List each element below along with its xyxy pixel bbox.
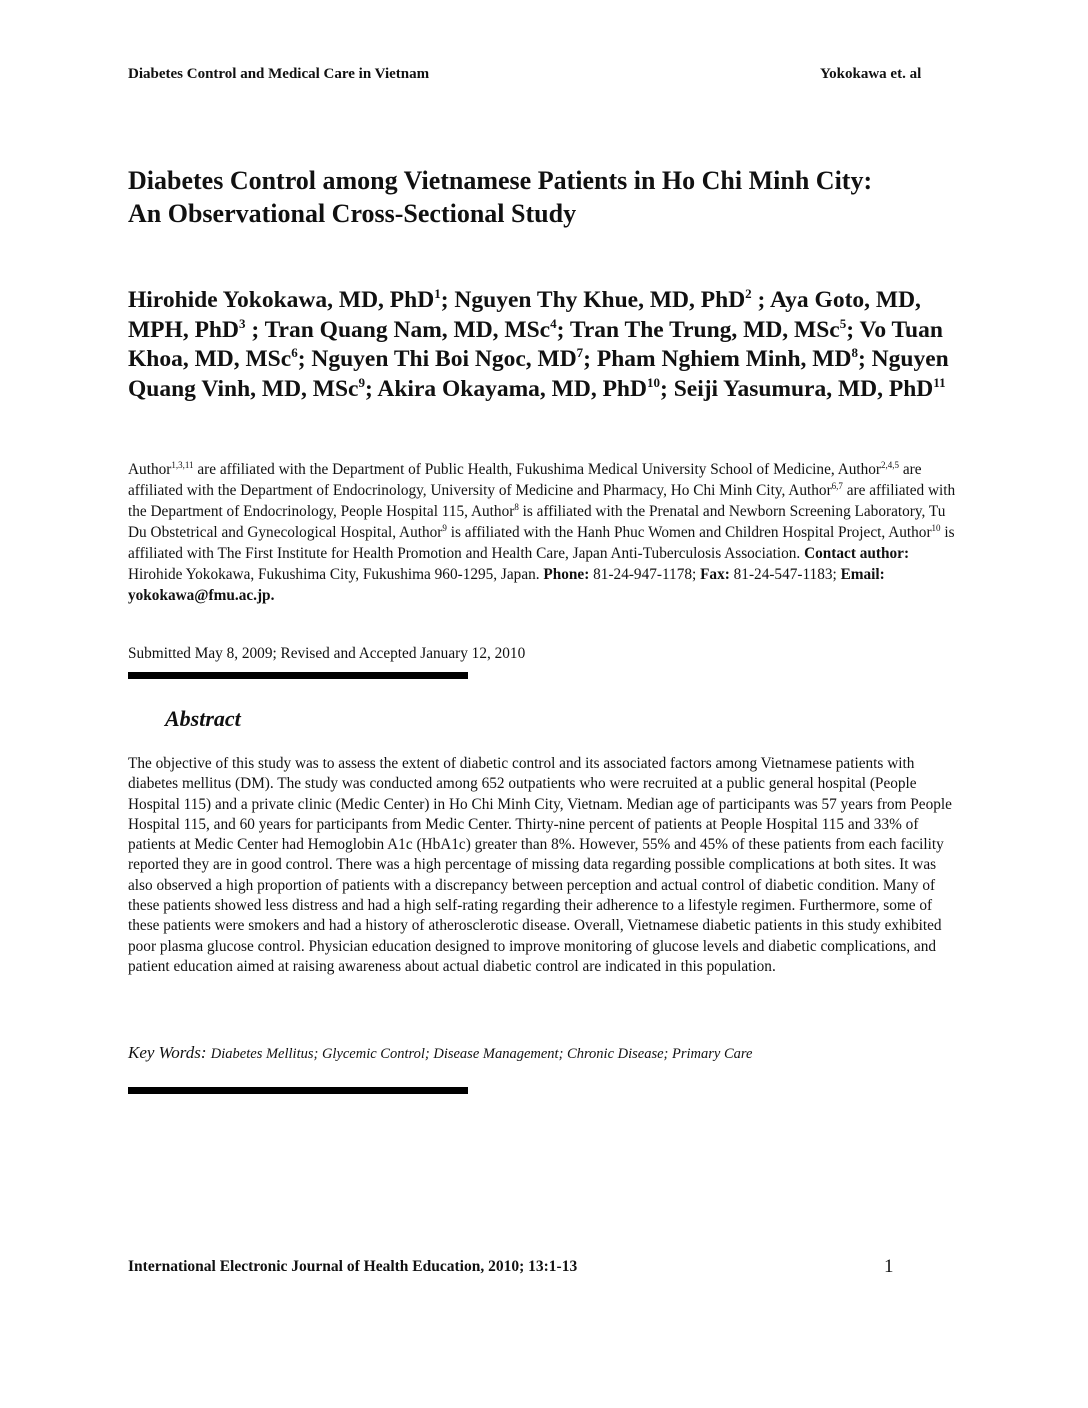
author-affiliation-sup: 3 xyxy=(238,315,246,331)
author-separator: ; xyxy=(440,287,455,313)
author-name: Aya Goto, MD, MPH, PhD xyxy=(128,287,921,343)
title-line-1: Diabetes Control among Vietnamese Patients in Ho Chi Minh City: xyxy=(128,166,873,195)
phone-label: Phone: xyxy=(543,566,590,583)
author-separator: ; xyxy=(364,375,378,402)
author-separator: ; xyxy=(297,346,312,372)
author-separator: ; xyxy=(556,316,570,343)
email-address: yokokawa@fmu.ac.jp. xyxy=(128,587,275,604)
author-affiliation-sup: 11 xyxy=(933,374,946,390)
author-separator: ; xyxy=(857,346,872,372)
affil-author-word: Author xyxy=(837,461,882,478)
author-list xyxy=(128,286,973,404)
affiliations xyxy=(128,459,958,606)
author-separator: ; xyxy=(846,316,860,343)
affil-sup: 8 xyxy=(514,501,519,512)
affil-author-word: Author xyxy=(470,503,515,520)
author-affiliation-sup: 7 xyxy=(576,345,584,361)
affil-author-word: Author xyxy=(128,461,172,478)
fax-label: Fax: xyxy=(700,566,730,583)
author-affiliation-sup: 10 xyxy=(646,374,660,390)
author-name: Pham Nghiem Minh, MD xyxy=(596,346,852,372)
author-affiliation-sup: 1 xyxy=(434,286,441,302)
author-affiliation-sup: 2 xyxy=(745,286,752,302)
affil-sup: 1,3,11 xyxy=(171,459,194,470)
author-separator: ; xyxy=(659,375,674,402)
divider-rule xyxy=(128,672,468,679)
submission-dates: Submitted May 8, 2009; Revised and Accepted January 12, 2010 xyxy=(128,645,526,662)
phone-number: 81-24-947-1178; xyxy=(589,566,701,583)
footer-journal-citation: International Electronic Journal of Health Education, 2010; 13:1-13 xyxy=(128,1258,578,1275)
divider-rule xyxy=(128,1087,468,1094)
keywords xyxy=(128,1043,752,1063)
running-header-authors: Yokokawa et. al xyxy=(820,66,922,82)
running-header-title: Diabetes Control and Medical Care in Vietnam xyxy=(128,66,430,82)
page-number: 1 xyxy=(884,1256,894,1277)
author-name: Seiji Yasumura, MD, PhD xyxy=(673,375,934,402)
affil-sup: 2,4,5 xyxy=(881,459,900,470)
author-name: Nguyen Thy Khue, MD, PhD xyxy=(454,287,746,313)
author-affiliation-sup: 4 xyxy=(550,315,557,331)
author-name: Nguyen Quang Vinh, MD, MSc xyxy=(128,346,949,402)
affil-sup: 10 xyxy=(931,522,941,533)
affil-text: is affiliated with the Hanh Phuc Women and Children Hospital Project, xyxy=(446,524,889,541)
title-line-2: An Observational Cross-Sectional Study xyxy=(128,199,577,228)
affil-text: are affiliated with the Department of Public Health, Fukushima Medical University School of Medicine, xyxy=(193,461,838,478)
author-affiliation-sup: 6 xyxy=(291,345,298,361)
contact-address: Hirohide Yokokawa, Fukushima City, Fukushima 960-1295, Japan. xyxy=(128,566,544,583)
email-label: Email: xyxy=(840,566,885,583)
author-separator: ; xyxy=(245,316,265,343)
contact-label: Contact author: xyxy=(804,545,910,562)
author-affiliation-sup: 9 xyxy=(358,374,365,390)
affil-text: are affiliated with the Department of Endocrinology, University of Medicine and Pharmacy, Ho Chi Minh City, xyxy=(128,461,922,499)
affil-text: is affiliated with the Prenatal and Newborn Screening Laboratory, Tu Du Obstetrical and Gynecological Hospital, xyxy=(128,503,946,541)
author-name: Akira Okayama, MD, PhD xyxy=(377,375,647,402)
author-name: Vo Tuan Khoa, MD, MSc xyxy=(128,316,943,372)
author-name: Nguyen Thi Boi Ngoc, MD xyxy=(311,346,577,372)
affil-author-word: Author xyxy=(888,524,932,541)
affil-sup: 6,7 xyxy=(831,480,843,491)
keywords-label: Key Words: xyxy=(128,1043,207,1062)
paper-title xyxy=(128,164,988,230)
affil-author-word: Author xyxy=(399,524,443,541)
author-separator: ; xyxy=(751,287,770,313)
keywords-list: Diabetes Mellitus; Glycemic Control; Disease Management; Chronic Disease; Primary Care xyxy=(210,1046,753,1062)
author-name: Hirohide Yokokawa, MD, PhD xyxy=(128,287,435,313)
author-affiliation-sup: 5 xyxy=(839,315,847,331)
affil-text: is affiliated with The First Institute for Health Promotion and Health Care, Japan Anti-Tuberculosis Association. xyxy=(128,524,955,562)
author-name: Tran Quang Nam, MD, MSc xyxy=(264,316,551,343)
author-name: Tran The Trung, MD, MSc xyxy=(569,316,840,343)
affil-sup: 9 xyxy=(442,522,447,533)
fax-number: 81-24-547-1183; xyxy=(729,566,841,583)
affil-author-word: Author xyxy=(788,482,832,499)
abstract-heading: Abstract xyxy=(165,706,241,731)
author-separator: ; xyxy=(583,346,597,372)
author-affiliation-sup: 8 xyxy=(851,345,858,361)
abstract-body: The objective of this study was to assess the extent of diabetic control and its associated factors among Vietnamese patients with diabetes mellitus (DM). The study was conducted among 652 outpatients who were recruited at a public general hospital (People Hospital 115) and a private clinic (Medic Center) in Ho Chi Minh City, Vietnam. Median age of participants was 57 years from People Hospital 115, and 60 years for participants from Medic Center. Thirty-nine percent of patients at People Hospital 115 and 33% of patients at Medic Center had Hemoglobin A1c (HbA1c) greater than 8%. However, 55% and 45% of these patients from each facility reported they are in good control. There was a high percentage of missing data regarding possible complications at both sites. It was also observed a high proportion of patients with a discrepancy between perception and actual control of diabetic condition. Many of these patients showed less distress and had a high self-rating regarding their adherence to a lifestyle regimen. Furthermore, some of these patients were smokers and had a history of atherosclerotic disease. Overall, Vietnamese diabetic patients in this study exhibited poor plasma glucose control. Physician education designed to improve monitoring of glucose levels and diabetic complications, and patient education aimed at raising awareness about actual diabetic control are indicated in this population. xyxy=(128,755,952,975)
affil-text: are affiliated with the Department of Endocrinology, People Hospital 115, xyxy=(128,482,956,520)
